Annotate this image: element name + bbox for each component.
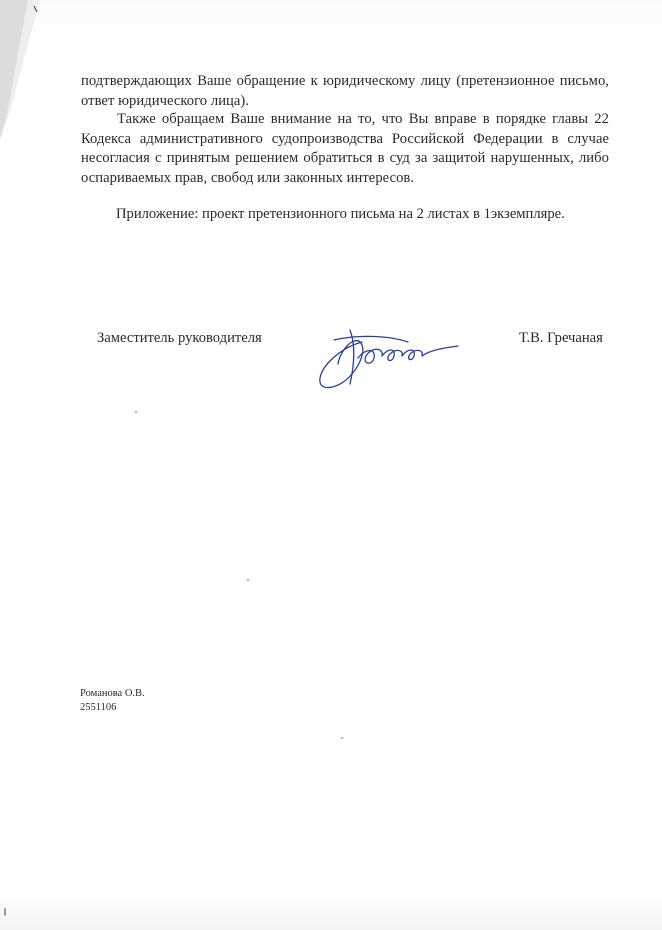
- executor-phone: 2551106: [80, 702, 117, 713]
- scan-speck: [135, 411, 137, 413]
- paragraph-notice: Также обращаем Ваше внимание на то, что Вы вправе в порядке главы 22 Кодекса административного судопроизводства Российской Федерации в случае несогласия с принятым решением обратиться в суд за защитой нарушенных, либо оспариваемых прав, свобод или законных интересов.: [81, 111, 609, 186]
- scan-speck: [341, 737, 343, 739]
- handwritten-signature: [310, 320, 470, 400]
- executor-info: [80, 687, 145, 715]
- paragraph-continued: подтверждающих Ваше обращение к юридическому лицу (претензионное письмо, ответ юридического лица).: [81, 73, 609, 109]
- scan-speck: [247, 579, 249, 581]
- scan-speck: [4, 908, 6, 916]
- page-fold-shadow: [0, 0, 40, 140]
- signer-position: Заместитель руководителя: [97, 330, 262, 346]
- attachment-line: Приложение: проект претензионного письма на 2 листах в 1экземпляре.: [116, 206, 565, 222]
- executor-name: Романова О.В.: [80, 688, 145, 699]
- signer-name: Т.В. Гречаная: [519, 330, 603, 346]
